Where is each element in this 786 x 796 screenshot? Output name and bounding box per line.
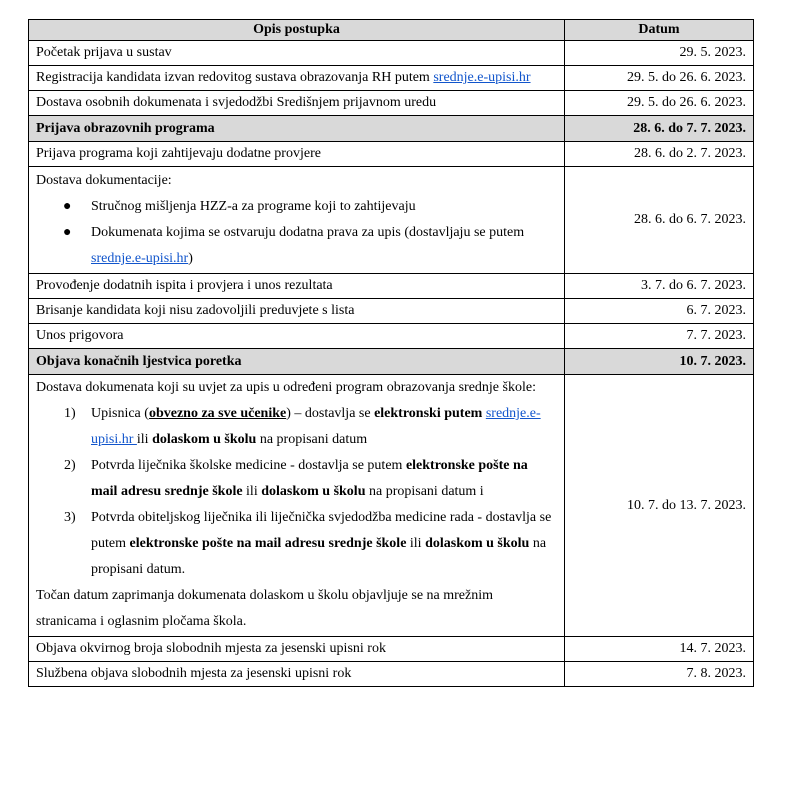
table-row (29, 91, 754, 116)
row-description: Dostava osobnih dokumenata i svjedodžbi Središnjem prijavnom uredu (29, 91, 565, 116)
row-date: 10. 7. 2023. (565, 349, 754, 375)
row-description: Objava okvirnog broja slobodnih mjesta za jesenski upisni rok (29, 637, 565, 662)
list-item-text: ili (136, 432, 153, 447)
list-item-text: Stručnog mišljenja HZZ-a za programe koji to zahtijevaju (91, 199, 416, 214)
row-date: 28. 6. do 7. 7. 2023. (565, 116, 754, 142)
list-item-text: elektronske pošte na mail adresu srednje škole (129, 536, 407, 551)
table-header-row (29, 20, 754, 41)
row-date: 29. 5. 2023. (565, 41, 754, 66)
list-item-text: na propisani datum. (91, 536, 547, 577)
upisi-link[interactable]: srednje.e-upisi.hr (91, 406, 541, 447)
table-row (29, 142, 754, 167)
row-date: 7. 7. 2023. (565, 324, 754, 349)
row-date: 10. 7. do 13. 7. 2023. (565, 375, 754, 637)
row-description (29, 66, 565, 91)
row-date: 28. 6. do 2. 7. 2023. (565, 142, 754, 167)
row-description: Unos prigovora (29, 324, 565, 349)
row-intro: Dostava dokumenata koji su uvjet za upis u određeni program obrazovanja srednje škole: (36, 380, 536, 395)
row-description: Prijava programa koji zahtijevaju dodatne provjere (29, 142, 565, 167)
upisi-link[interactable]: srednje.e-upisi.hr (91, 251, 189, 266)
list-item-text: Dokumenata kojima se ostvaruju dodatna prava za upis (dostavljaju se putem (91, 225, 525, 240)
list-item-text: ) – dostavlja se (286, 406, 375, 421)
list-item-text: Upisnica ( (91, 406, 149, 421)
upisi-link[interactable]: srednje.e-upisi.hr (433, 70, 531, 85)
list-item (36, 401, 557, 453)
list-item-text: Potvrda obiteljskog liječnika ili liječnička svjedodžba medicine rada - dostavlja se putem (91, 510, 552, 551)
schedule-table (28, 19, 754, 687)
row-date: 3. 7. do 6. 7. 2023. (565, 274, 754, 299)
list-item-text: dolaskom u školu (425, 536, 530, 551)
row-intro: Dostava dokumentacije: (36, 173, 172, 188)
row-description (29, 375, 565, 637)
list-item (36, 453, 557, 505)
list-number: 1) (64, 406, 76, 421)
table-row (29, 324, 754, 349)
table-row-section (29, 116, 754, 142)
row-text: Registracija kandidata izvan redovitog sustava obrazovanja RH putem (36, 70, 434, 85)
row-date: 7. 8. 2023. (565, 662, 754, 687)
list-number: 3) (64, 510, 76, 525)
row-date: 29. 5. do 26. 6. 2023. (565, 91, 754, 116)
list-item-text: elektronski putem (374, 406, 483, 421)
bullet-icon: ● (63, 199, 72, 214)
row-description: Početak prijava u sustav (29, 41, 565, 66)
row-description: Službena objava slobodnih mjesta za jesenski upisni rok (29, 662, 565, 687)
row-description: Provođenje dodatnih ispita i provjera i unos rezultata (29, 274, 565, 299)
list-item (36, 194, 557, 220)
row-date: 14. 7. 2023. (565, 637, 754, 662)
list-item-text: elektronske pošte na mail adresu srednje škole (91, 458, 528, 499)
table-row-section (29, 349, 754, 375)
list-item-text: na propisani datum i (365, 484, 484, 499)
table-row (29, 375, 754, 637)
section-title: Prijava obrazovnih programa (29, 116, 565, 142)
bullet-icon: ● (63, 225, 72, 240)
list-item-text: dolaskom u školu (152, 432, 257, 447)
section-title: Objava konačnih ljestvica poretka (29, 349, 565, 375)
list-item-text: obvezno za sve učenike (148, 406, 287, 421)
list-number: 2) (64, 458, 76, 473)
header-description: Opis postupka (29, 20, 565, 41)
table-row (29, 167, 754, 274)
row-date: 6. 7. 2023. (565, 299, 754, 324)
row-description (29, 167, 565, 274)
row-date: 28. 6. do 6. 7. 2023. (565, 167, 754, 274)
table-row (29, 637, 754, 662)
list-item-text: na propisani datum (256, 432, 368, 447)
table-row (29, 41, 754, 66)
table-row (29, 274, 754, 299)
table-row (29, 66, 754, 91)
header-date: Datum (565, 20, 754, 41)
numbered-list (36, 401, 557, 583)
list-item-text: Potvrda liječnika školske medicine - dostavlja se putem (91, 458, 406, 473)
table-row (29, 662, 754, 687)
list-item-text: dolaskom u školu (261, 484, 366, 499)
row-outro: Točan datum zaprimanja dokumenata dolaskom u školu objavljuje se na mrežnim stranicama i oglasnim pločama škola. (36, 588, 494, 629)
list-item (36, 505, 557, 583)
list-item-text: ili (242, 484, 262, 499)
bullet-list (36, 194, 557, 272)
row-date: 29. 5. do 26. 6. 2023. (565, 66, 754, 91)
list-item-text: ili (406, 536, 426, 551)
list-item (36, 220, 557, 272)
table-row (29, 299, 754, 324)
row-description: Brisanje kandidata koji nisu zadovoljili preduvjete s lista (29, 299, 565, 324)
list-item-text: ) (188, 251, 193, 266)
